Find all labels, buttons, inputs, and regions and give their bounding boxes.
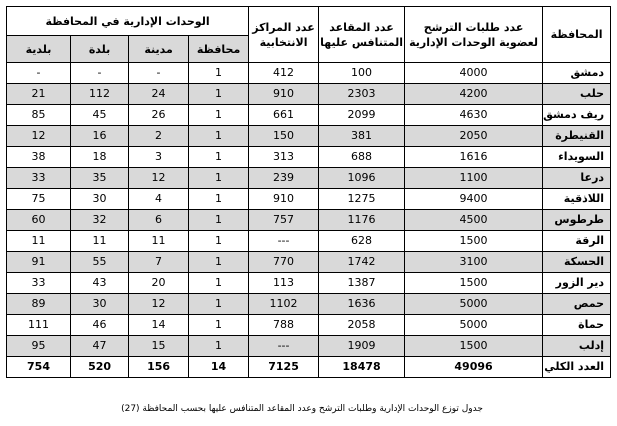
cell-applications: 1100	[405, 168, 543, 189]
table-row	[7, 168, 611, 189]
cell-unit-governorate: 1	[189, 210, 249, 231]
table-row	[7, 210, 611, 231]
cell-unit-governorate: 1	[189, 147, 249, 168]
cell-unit-city: 15	[129, 336, 189, 357]
cell-unit-governorate: 1	[189, 168, 249, 189]
cell-seats: 2303	[319, 84, 405, 105]
cell-governorate: القنيطرة	[543, 126, 611, 147]
total-cell-unit-town: 520	[71, 357, 129, 378]
cell-unit-municipality: 38	[7, 147, 71, 168]
cell-governorate: حلب	[543, 84, 611, 105]
cell-centers: 150	[249, 126, 319, 147]
cell-unit-municipality: -	[7, 63, 71, 84]
cell-governorate: طرطوس	[543, 210, 611, 231]
cell-centers: ---	[249, 231, 319, 252]
cell-unit-municipality: 21	[7, 84, 71, 105]
cell-unit-town: 30	[71, 294, 129, 315]
cell-unit-governorate: 1	[189, 126, 249, 147]
cell-unit-town: 46	[71, 315, 129, 336]
cell-applications: 1616	[405, 147, 543, 168]
cell-centers: 757	[249, 210, 319, 231]
table-row	[7, 336, 611, 357]
cell-unit-town: 32	[71, 210, 129, 231]
total-cell-unit-city: 156	[129, 357, 189, 378]
table-row	[7, 273, 611, 294]
cell-unit-city: 26	[129, 105, 189, 126]
cell-seats: 1176	[319, 210, 405, 231]
cell-seats: 1275	[319, 189, 405, 210]
cell-unit-city: 6	[129, 210, 189, 231]
table-row	[7, 126, 611, 147]
cell-unit-city: 12	[129, 168, 189, 189]
cell-centers: 661	[249, 105, 319, 126]
cell-unit-town: 35	[71, 168, 129, 189]
cell-governorate: اللاذقية	[543, 189, 611, 210]
cell-unit-municipality: 95	[7, 336, 71, 357]
cell-unit-city: -	[129, 63, 189, 84]
cell-unit-city: 24	[129, 84, 189, 105]
cell-unit-governorate: 1	[189, 63, 249, 84]
total-cell-applications: 49096	[405, 357, 543, 378]
cell-unit-governorate: 1	[189, 84, 249, 105]
cell-applications: 5000	[405, 315, 543, 336]
header-applications: عدد طلبات الترشح لعضوية الوحدات الإدارية	[405, 7, 543, 63]
cell-applications: 1500	[405, 336, 543, 357]
cell-governorate: دمشق	[543, 63, 611, 84]
cell-unit-town: 43	[71, 273, 129, 294]
cell-centers: 239	[249, 168, 319, 189]
header-governorate: المحافظة	[543, 7, 611, 63]
header-units-group: الوحدات الإدارية في المحافظة	[7, 7, 249, 36]
cell-applications: 4200	[405, 84, 543, 105]
cell-seats: 1909	[319, 336, 405, 357]
cell-seats: 1387	[319, 273, 405, 294]
cell-centers: 770	[249, 252, 319, 273]
cell-unit-town: 112	[71, 84, 129, 105]
cell-applications: 2050	[405, 126, 543, 147]
cell-centers: 313	[249, 147, 319, 168]
cell-unit-municipality: 91	[7, 252, 71, 273]
cell-unit-governorate: 1	[189, 252, 249, 273]
cell-centers: 910	[249, 189, 319, 210]
cell-unit-city: 20	[129, 273, 189, 294]
cell-applications: 3100	[405, 252, 543, 273]
cell-governorate: درعا	[543, 168, 611, 189]
cell-centers: 910	[249, 84, 319, 105]
cell-unit-city: 3	[129, 147, 189, 168]
cell-unit-governorate: 1	[189, 336, 249, 357]
cell-unit-city: 14	[129, 315, 189, 336]
cell-unit-city: 11	[129, 231, 189, 252]
total-row	[7, 357, 611, 378]
cell-seats: 688	[319, 147, 405, 168]
table-row	[7, 252, 611, 273]
cell-governorate: حماة	[543, 315, 611, 336]
total-cell-centers: 7125	[249, 357, 319, 378]
total-cell-seats: 18478	[319, 357, 405, 378]
cell-applications: 9400	[405, 189, 543, 210]
cell-centers: 1102	[249, 294, 319, 315]
data-table	[6, 6, 611, 378]
cell-centers: 788	[249, 315, 319, 336]
cell-unit-town: 30	[71, 189, 129, 210]
cell-seats: 1096	[319, 168, 405, 189]
header-unit-town: بلدة	[71, 36, 129, 63]
cell-governorate: السويداء	[543, 147, 611, 168]
cell-unit-municipality: 33	[7, 168, 71, 189]
total-cell-unit-governorate: 14	[189, 357, 249, 378]
cell-seats: 100	[319, 63, 405, 84]
cell-seats: 2099	[319, 105, 405, 126]
cell-unit-governorate: 1	[189, 294, 249, 315]
table-row	[7, 315, 611, 336]
cell-unit-town: 45	[71, 105, 129, 126]
cell-seats: 1742	[319, 252, 405, 273]
cell-unit-municipality: 60	[7, 210, 71, 231]
cell-governorate: حمص	[543, 294, 611, 315]
cell-governorate: الحسكة	[543, 252, 611, 273]
cell-centers: 412	[249, 63, 319, 84]
table-row	[7, 294, 611, 315]
table-row	[7, 189, 611, 210]
header-unit-city: مدينة	[129, 36, 189, 63]
header-centers: عدد المراكز الانتخابية	[249, 7, 319, 63]
header-unit-municipality: بلدية	[7, 36, 71, 63]
cell-unit-governorate: 1	[189, 315, 249, 336]
cell-unit-governorate: 1	[189, 105, 249, 126]
cell-unit-municipality: 89	[7, 294, 71, 315]
cell-unit-municipality: 111	[7, 315, 71, 336]
table-row	[7, 231, 611, 252]
cell-unit-municipality: 85	[7, 105, 71, 126]
total-cell-unit-municipality: 754	[7, 357, 71, 378]
cell-seats: 381	[319, 126, 405, 147]
cell-centers: 113	[249, 273, 319, 294]
cell-unit-town: 18	[71, 147, 129, 168]
cell-unit-governorate: 1	[189, 231, 249, 252]
table-body	[7, 63, 611, 378]
cell-unit-municipality: 75	[7, 189, 71, 210]
cell-unit-city: 7	[129, 252, 189, 273]
cell-applications: 4000	[405, 63, 543, 84]
cell-unit-municipality: 33	[7, 273, 71, 294]
cell-governorate: الرقة	[543, 231, 611, 252]
table-row	[7, 147, 611, 168]
cell-centers: ---	[249, 336, 319, 357]
header-row	[7, 7, 611, 36]
table-row	[7, 84, 611, 105]
cell-governorate: إدلب	[543, 336, 611, 357]
table-row	[7, 63, 611, 84]
cell-applications: 1500	[405, 231, 543, 252]
cell-unit-city: 4	[129, 189, 189, 210]
table-row	[7, 105, 611, 126]
table-caption: جدول توزع الوحدات الإدارية وطلبات الترشح وعدد المقاعد المتنافس عليها بحسب المحافظة (27)	[121, 404, 483, 414]
cell-seats: 2058	[319, 315, 405, 336]
cell-unit-town: -	[71, 63, 129, 84]
cell-unit-town: 47	[71, 336, 129, 357]
cell-seats: 628	[319, 231, 405, 252]
cell-unit-city: 12	[129, 294, 189, 315]
cell-applications: 5000	[405, 294, 543, 315]
cell-unit-town: 55	[71, 252, 129, 273]
header-seats: عدد المقاعد المتنافس عليها	[319, 7, 405, 63]
total-cell-governorate: العدد الكلي	[543, 357, 611, 378]
cell-unit-governorate: 1	[189, 273, 249, 294]
cell-unit-governorate: 1	[189, 189, 249, 210]
cell-governorate: دير الزور	[543, 273, 611, 294]
cell-unit-municipality: 12	[7, 126, 71, 147]
header-unit-governorate: محافظة	[189, 36, 249, 63]
cell-unit-city: 2	[129, 126, 189, 147]
cell-unit-town: 11	[71, 231, 129, 252]
cell-applications: 4630	[405, 105, 543, 126]
cell-unit-town: 16	[71, 126, 129, 147]
cell-applications: 4500	[405, 210, 543, 231]
cell-applications: 1500	[405, 273, 543, 294]
cell-governorate: ريف دمشق	[543, 105, 611, 126]
cell-seats: 1636	[319, 294, 405, 315]
table-container	[6, 6, 610, 378]
cell-unit-municipality: 11	[7, 231, 71, 252]
